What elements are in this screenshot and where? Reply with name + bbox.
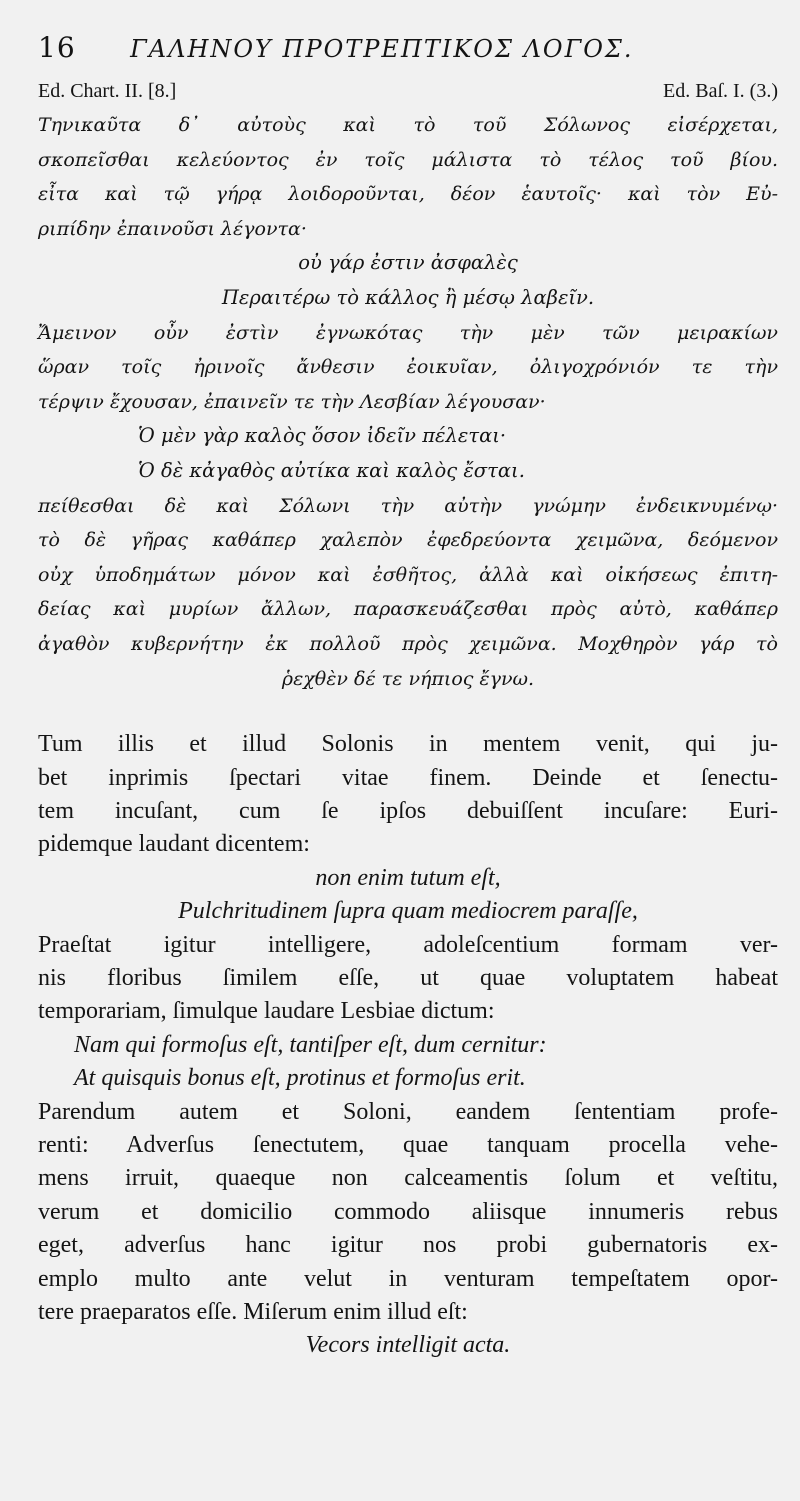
greek-line: τέρψιν ἔχουσαν, ἐπαινεῖν τε τὴν Λεσβίαν λέγουσαν·: [38, 390, 546, 413]
edition-basel-reference: Ed. Baſ. I. (3.): [663, 80, 778, 102]
latin-line: tere praeparatos eſſe. Miſerum enim illud eſt:: [38, 1299, 468, 1325]
latin-verse-line: Nam qui formoſus eſt, tantiſper eſt, dum cernitur:: [74, 1031, 547, 1058]
latin-line: emplo multo ante velut in venturam tempeſtatem opor-: [38, 1265, 778, 1292]
greek-verse-line: Περαιτέρω τὸ κάλλος ἢ μέσῳ λαβεῖν.: [221, 285, 595, 309]
greek-verse-line: Ὁ μὲν γὰρ καλὸς ὅσον ἰδεῖν πέλεται·: [138, 424, 507, 448]
page-header: [38, 31, 778, 70]
latin-text-block: [38, 728, 778, 1363]
greek-line: δείας καὶ μυρίων ἄλλων, παρασκευάζεσθαι πρὸς αὐτὸ, καθάπερ: [38, 598, 778, 621]
latin-verse-line: At quisquis bonus eſt, protinus et formoſus erit.: [74, 1065, 526, 1092]
edition-chart-reference: Ed. Chart. II. [8.]: [38, 80, 177, 102]
latin-line: verum et domicilio commodo aliisque innumeris rebus: [38, 1198, 778, 1225]
greek-line: ἀγαθὸν κυβερνήτην ἐκ πολλοῦ πρὸς χειμῶνα. Μοχθηρὸν γάρ τὸ: [38, 632, 778, 655]
greek-line: ῥεχθὲν δέ τε νήπιος ἔγνω.: [281, 667, 535, 690]
greek-line: Ἄμεινον οὖν ἐστὶν ἐγνωκότας τὴν μὲν τῶν μειρακίων: [38, 321, 778, 344]
latin-line: eget, adverſus hanc igitur nos probi gubernatoris ex-: [38, 1232, 778, 1259]
greek-line: σκοπεῖσθαι κελεύοντος ἐν τοῖς μάλιστα τὸ τέλος τοῦ βίου.: [38, 148, 778, 171]
latin-line: Tum illis et illud Solonis in mentem venit, qui ju-: [38, 731, 778, 758]
latin-verse-line: non enim tutum eſt,: [315, 864, 501, 891]
page-number: 16: [38, 31, 76, 64]
latin-verse-line: Pulchritudinem ſupra quam mediocrem paraſſe,: [178, 898, 638, 925]
latin-line: tem incuſant, cum ſe ipſos debuiſſent incuſare: Euri-: [38, 797, 778, 824]
latin-line: renti: Adverſus ſenectutem, quae tanquam procella vehe-: [38, 1131, 778, 1158]
greek-line: ὥραν τοῖς ἠρινοῖς ἄνθεσιν ἐοικυῖαν, ὀλιγοχρόνιόν τε τὴν: [38, 356, 778, 379]
greek-line: πείθεσθαι δὲ καὶ Σόλωνι τὴν αὐτὴν γνώμην ἐνδεικνυμένῳ·: [38, 494, 778, 517]
greek-line: ριπίδην ἐπαινοῦσι λέγοντα·: [38, 217, 307, 240]
edition-references: [38, 78, 778, 104]
greek-line: Τηνικαῦτα δ᾽ αὐτοὺς καὶ τὸ τοῦ Σόλωνος εἰσέρχεται,: [38, 114, 778, 136]
latin-line: nis floribus ſimilem eſſe, ut quae voluptatem habeat: [38, 964, 778, 991]
greek-line: οὐχ ὑποδημάτων μόνον καὶ ἐσθῆτος, ἀλλὰ καὶ οἰκήσεως ἐπιτη-: [38, 563, 778, 586]
latin-verse-line: Vecors intelligit acta.: [305, 1332, 511, 1359]
greek-text-block: [38, 108, 778, 696]
greek-line: τὸ δὲ γῆρας καθάπερ χαλεπὸν ἐφεδρεύοντα χειμῶνα, δεόμενον: [38, 529, 778, 552]
latin-line: bet inprimis ſpectari vitae finem. Deinde et ſenectu-: [38, 764, 778, 791]
running-title: ΓΑΛΗΝΟΥ ΠΡΟΤΡΕΠΤΙΚΟΣ ΛΟΓΟΣ.: [130, 35, 634, 63]
latin-line: mens irruit, quaeque non calceamentis ſolum et veſtitu,: [38, 1165, 778, 1192]
latin-line: Praeſtat igitur intelligere, adoleſcentium formam ver-: [38, 931, 778, 958]
latin-line: pidemque laudant dicentem:: [38, 831, 310, 858]
greek-verse-line: οὐ γάρ ἐστιν ἀσφαλὲς: [298, 251, 518, 275]
greek-verse-line: Ὁ δὲ κἀγαθὸς αὐτίκα καὶ καλὸς ἔσται.: [138, 458, 525, 482]
greek-line: εἶτα καὶ τῷ γήρᾳ λοιδοροῦνται, δέον ἑαυτοῖς· καὶ τὸν Εὐ-: [38, 183, 778, 206]
latin-line: temporariam, ſimulque laudare Lesbiae dictum:: [38, 998, 495, 1025]
latin-line: Parendum autem et Soloni, eandem ſententiam profe-: [38, 1098, 778, 1125]
